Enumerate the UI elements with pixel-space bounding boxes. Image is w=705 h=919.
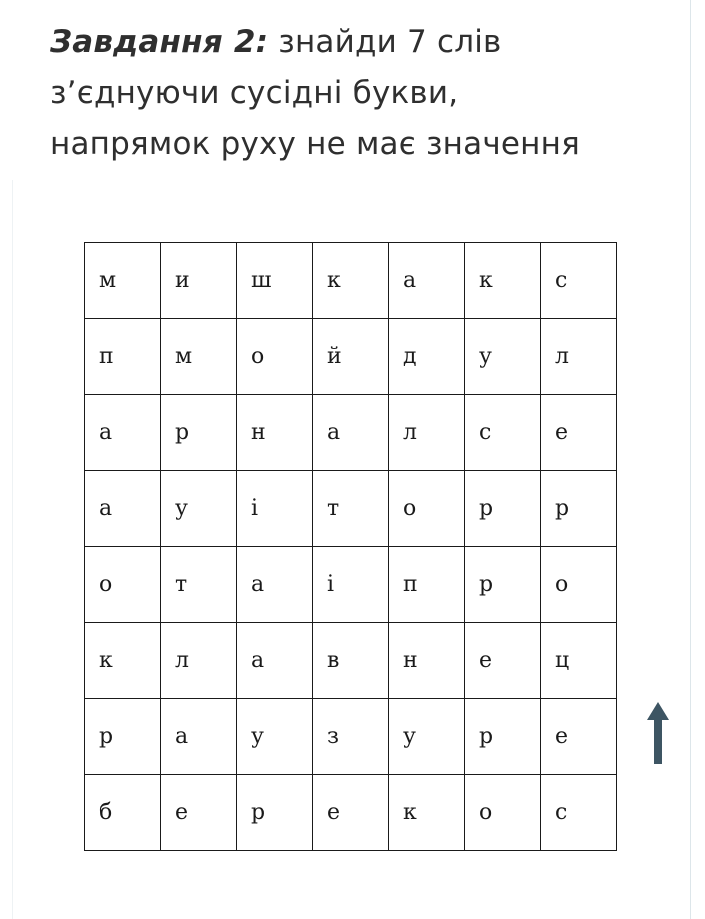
grid-cell[interactable]: р bbox=[465, 471, 541, 547]
grid-cell[interactable]: р bbox=[465, 699, 541, 775]
grid-cell[interactable]: е bbox=[541, 395, 617, 471]
grid-cell[interactable]: і bbox=[237, 471, 313, 547]
grid-cell[interactable]: ц bbox=[541, 623, 617, 699]
grid-row bbox=[85, 547, 617, 623]
grid-cell[interactable]: н bbox=[237, 395, 313, 471]
grid-cell[interactable]: а bbox=[313, 395, 389, 471]
grid-cell[interactable]: б bbox=[85, 775, 161, 851]
task-text bbox=[50, 17, 680, 170]
grid-row bbox=[85, 471, 617, 547]
grid-cell[interactable]: о bbox=[541, 547, 617, 623]
grid-cell[interactable]: п bbox=[389, 547, 465, 623]
grid-row bbox=[85, 319, 617, 395]
grid-cell[interactable]: а bbox=[237, 623, 313, 699]
grid-cell[interactable]: к bbox=[465, 243, 541, 319]
grid-cell[interactable]: р bbox=[237, 775, 313, 851]
arrow-up-icon[interactable] bbox=[643, 700, 673, 766]
content-border-right bbox=[690, 0, 691, 919]
grid-cell[interactable]: у bbox=[161, 471, 237, 547]
grid-cell[interactable]: в bbox=[313, 623, 389, 699]
grid-cell[interactable]: с bbox=[541, 243, 617, 319]
grid-cell[interactable]: и bbox=[161, 243, 237, 319]
grid-cell[interactable]: р bbox=[85, 699, 161, 775]
grid-cell[interactable]: е bbox=[161, 775, 237, 851]
grid-cell[interactable]: р bbox=[465, 547, 541, 623]
grid-cell[interactable]: л bbox=[389, 395, 465, 471]
letter-grid-body bbox=[85, 243, 617, 851]
grid-cell[interactable]: о bbox=[85, 547, 161, 623]
grid-cell[interactable]: к bbox=[85, 623, 161, 699]
grid-cell[interactable]: а bbox=[85, 471, 161, 547]
grid-cell[interactable]: е bbox=[465, 623, 541, 699]
grid-cell[interactable]: й bbox=[313, 319, 389, 395]
grid-cell[interactable]: а bbox=[85, 395, 161, 471]
grid-cell[interactable]: ш bbox=[237, 243, 313, 319]
grid-cell[interactable]: р bbox=[161, 395, 237, 471]
grid-cell[interactable]: е bbox=[541, 699, 617, 775]
task-line-1 bbox=[50, 17, 680, 68]
content-border-left bbox=[12, 180, 13, 919]
grid-row bbox=[85, 623, 617, 699]
task-line-2: з’єднуючи сусідні букви, bbox=[50, 75, 459, 111]
grid-cell[interactable]: м bbox=[85, 243, 161, 319]
letter-grid bbox=[84, 242, 617, 851]
grid-cell[interactable]: л bbox=[541, 319, 617, 395]
grid-cell[interactable]: о bbox=[465, 775, 541, 851]
task-title: Завдання 2: bbox=[50, 24, 269, 60]
grid-cell[interactable]: о bbox=[389, 471, 465, 547]
task-line-3: напрямок руху не має значення bbox=[50, 126, 580, 162]
task-line-1-rest: знайди 7 слів bbox=[268, 24, 502, 60]
grid-cell[interactable]: а bbox=[237, 547, 313, 623]
grid-cell[interactable]: с bbox=[541, 775, 617, 851]
grid-cell[interactable]: м bbox=[161, 319, 237, 395]
grid-cell[interactable]: а bbox=[389, 243, 465, 319]
grid-row bbox=[85, 775, 617, 851]
grid-cell[interactable]: д bbox=[389, 319, 465, 395]
grid-cell[interactable]: у bbox=[465, 319, 541, 395]
grid-cell[interactable]: с bbox=[465, 395, 541, 471]
grid-cell[interactable]: а bbox=[161, 699, 237, 775]
grid-cell[interactable]: к bbox=[313, 243, 389, 319]
grid-row bbox=[85, 243, 617, 319]
grid-cell[interactable]: т bbox=[313, 471, 389, 547]
grid-row bbox=[85, 699, 617, 775]
grid-cell[interactable]: і bbox=[313, 547, 389, 623]
grid-cell[interactable]: п bbox=[85, 319, 161, 395]
grid-cell[interactable]: з bbox=[313, 699, 389, 775]
grid-cell[interactable]: т bbox=[161, 547, 237, 623]
grid-cell[interactable]: л bbox=[161, 623, 237, 699]
grid-cell[interactable]: е bbox=[313, 775, 389, 851]
grid-cell[interactable]: о bbox=[237, 319, 313, 395]
grid-cell[interactable]: к bbox=[389, 775, 465, 851]
grid-cell[interactable]: у bbox=[389, 699, 465, 775]
grid-row bbox=[85, 395, 617, 471]
grid-cell[interactable]: н bbox=[389, 623, 465, 699]
grid-cell[interactable]: р bbox=[541, 471, 617, 547]
grid-cell[interactable]: у bbox=[237, 699, 313, 775]
